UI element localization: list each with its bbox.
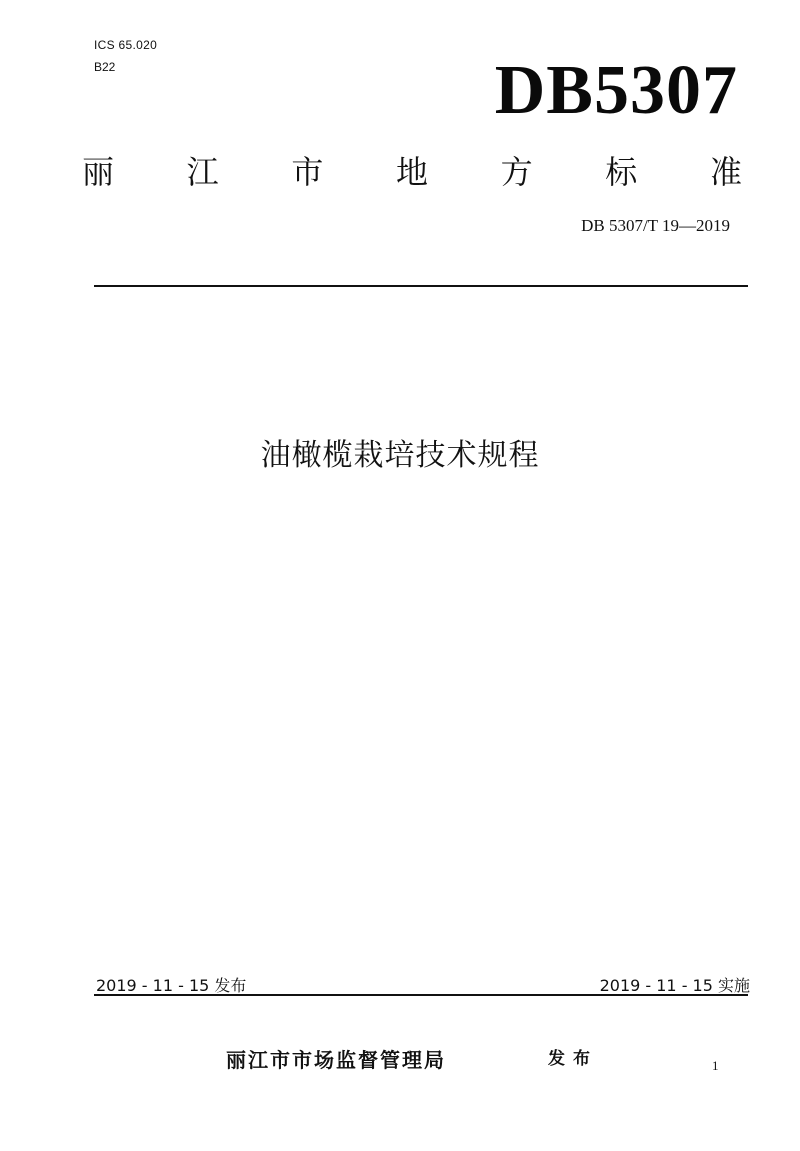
top-divider	[94, 285, 748, 287]
standard-number: DB 5307/T 19—2019	[581, 216, 730, 235]
standard-type-char: 市	[291, 153, 324, 191]
bottom-divider	[94, 994, 748, 996]
standard-type-char: 标	[605, 153, 638, 191]
implementation-date: 2019 - 11 - 15 实施	[599, 976, 750, 995]
standard-type-char: 地	[395, 153, 428, 191]
issue-label: 发布	[548, 1049, 598, 1069]
standard-type-char: 丽	[82, 153, 115, 191]
ics-code: ICS 65.020	[94, 38, 158, 52]
release-date: 2019 - 11 - 15 发布	[96, 976, 247, 995]
issuing-authority: 丽江市市场监督管理局	[226, 1048, 446, 1072]
standard-type-char: 江	[186, 153, 219, 191]
document-title: 油橄榄栽培技术规程	[260, 438, 540, 473]
standard-type-char: 准	[709, 153, 742, 191]
standard-type-char: 方	[500, 153, 533, 191]
page-number: 1	[712, 1058, 719, 1073]
standard-type-heading	[82, 152, 742, 192]
standard-code-large: DB5307	[494, 52, 738, 129]
ccs-code: B22	[94, 60, 116, 74]
